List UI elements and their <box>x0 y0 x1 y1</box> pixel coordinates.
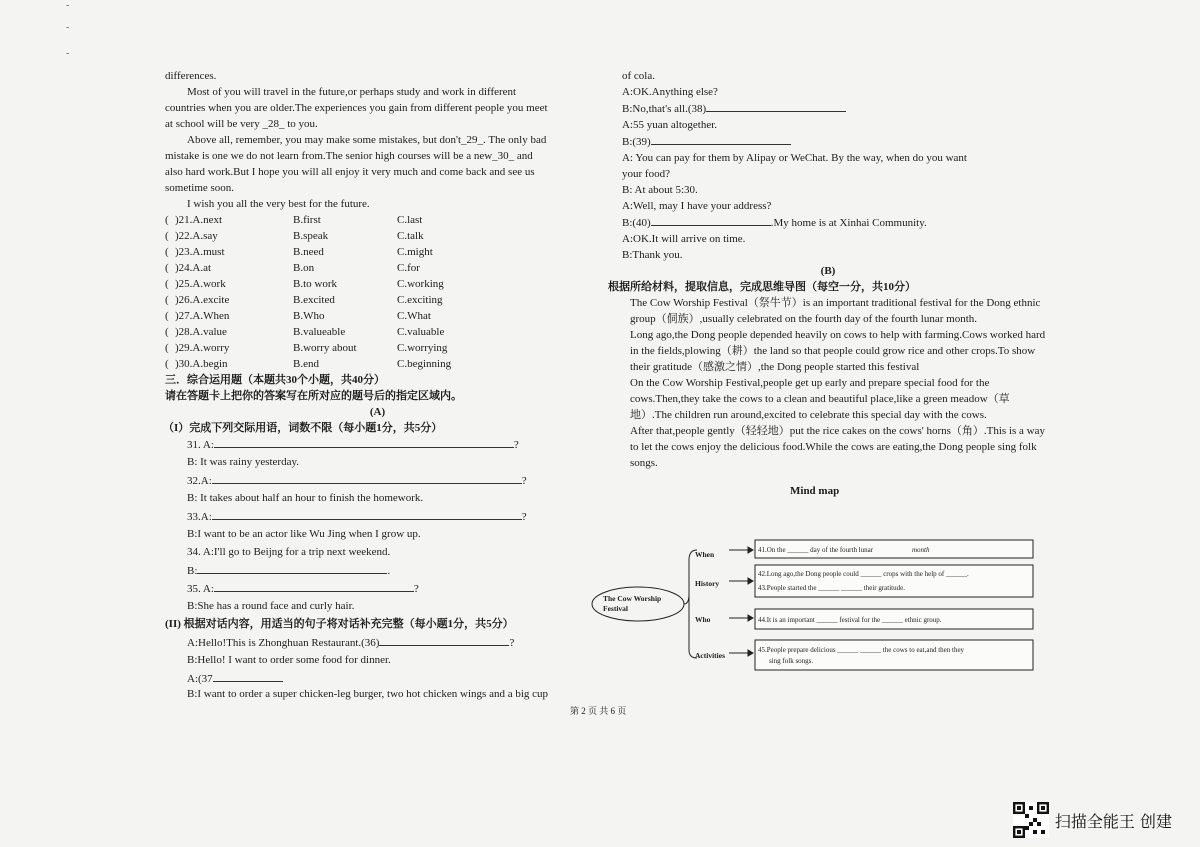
question-label: 32.A: <box>187 475 212 487</box>
text-line: 34. A:I'll go to Beijng for a trip next weekend. <box>187 546 391 558</box>
dialogue-38 <box>608 100 1048 117</box>
left-column <box>165 68 590 702</box>
option-row <box>165 356 590 372</box>
option-a: )21.A.next <box>175 214 223 226</box>
mindmap-box-45[interactable] <box>755 640 1033 670</box>
text-line: Most of you will travel in the future,or perhaps study and work in different <box>187 86 517 98</box>
part-heading: (A) <box>369 406 386 418</box>
option-b: B.Who <box>293 310 325 322</box>
answer-paren[interactable]: ( <box>165 358 169 370</box>
option-c: C.valuable <box>397 326 445 338</box>
part-title: （I）完成下列交际用语，词数不限（每小题1分，共5分） <box>163 422 443 434</box>
answer-blank[interactable] <box>197 562 387 574</box>
answer-blank[interactable] <box>212 472 522 484</box>
text-line: B:Thank you. <box>622 249 683 261</box>
section-instructions: 请在答题卡上把你的答案写在所对应的题号后的指定区域内。 <box>165 390 462 402</box>
margin-mark: - <box>66 0 70 11</box>
mindmap-label-activities: Activities <box>695 651 725 660</box>
text-line: your food? <box>622 168 670 180</box>
part-title: (II) 根据对话内容，用适当的句子将对话补充完整（每小题1分，共5分） <box>165 618 514 630</box>
text-line: B:Hello! I want to order some food for dinner. <box>187 654 391 666</box>
option-c: C.beginning <box>397 358 452 370</box>
paragraph: On the Cow Worship Festival,people get up early and prepare special food for the cows.Then,they take the cows to a clean and beautiful place,like a green meadow（草地）.The children run around,excited to celebrate this special day with the cows. <box>630 377 1010 421</box>
paragraph: The Cow Worship Festival（祭牛节）is an important traditional festival for the Dong ethnic group（侗族）,usually celebrated on the fourth day of the fourth lunar month. <box>630 297 1041 325</box>
part-heading: (B) <box>820 265 836 277</box>
dialogue-36 <box>165 634 590 652</box>
text-line: countries when you are older.The experiences you gain from different people you meet <box>165 102 548 114</box>
answer-blank[interactable] <box>379 634 509 646</box>
option-c: C.talk <box>397 230 424 242</box>
text-line: B: At about 5:30. <box>622 184 698 196</box>
margin-mark: - <box>66 22 70 33</box>
question-31 <box>165 436 590 454</box>
answer-blank[interactable] <box>214 580 414 592</box>
answer-paren[interactable]: ( <box>165 230 169 242</box>
option-b: B.first <box>293 214 321 226</box>
answer-blank[interactable] <box>213 670 283 682</box>
punctuation: ? <box>521 511 527 523</box>
right-column <box>608 68 1048 471</box>
dialogue-line: B:No,that's all.(38) <box>622 103 707 115</box>
answer-paren[interactable]: ( <box>165 310 169 322</box>
question-label: 33.A: <box>187 511 212 523</box>
dialogue-line: A:(37 <box>187 673 213 685</box>
answer-paren[interactable]: ( <box>165 342 169 354</box>
options-list <box>165 212 590 372</box>
option-c: C.last <box>397 214 423 226</box>
mind-map <box>585 530 1045 675</box>
dialogue-line: B:(40) <box>622 217 651 229</box>
option-a: )30.A.begin <box>175 358 228 370</box>
option-a: )29.A.worry <box>175 342 230 354</box>
option-row <box>165 260 590 276</box>
dialogue-line: A:Hello!This is Zhonghuan Restaurant.(36) <box>187 637 380 649</box>
page-number: 第 2 页 共 6 页 <box>570 706 627 716</box>
text-line: A:OK.Anything else? <box>622 86 718 98</box>
paragraph: Long ago,the Dong people depended heavily on cows to help with farming.Cows worked hard in the fields,plowing（耕）the land so that people could grow rice and other crops.To show their gratitude（感激之情）,the Dong people started this festival <box>630 329 1046 373</box>
box-42-text: 42.Long ago,the Dong people could ______ crops with the help of ______. <box>758 570 969 578</box>
text-line: B: It was rainy yesterday. <box>187 456 300 468</box>
qr-code-icon <box>1013 802 1049 838</box>
box-41-text: 41.On the ______ day of the fourth lunar <box>758 546 874 554</box>
option-a: )28.A.value <box>175 326 227 338</box>
option-row <box>165 244 590 260</box>
dialogue-line: B:(39) <box>622 136 651 148</box>
paragraph: After that,people gently（轻轻地）put the rice cakes on the cows' horns（角）.This is a way to let the cows enjoy the delicious food.While the cows are eating,the Dong people sing folk songs. <box>630 425 1045 469</box>
option-b: B.to work <box>293 278 337 290</box>
handwritten-answer: month <box>912 546 930 554</box>
option-b: B.on <box>293 262 315 274</box>
mindmap-center-text: The Cow Worship <box>603 594 662 603</box>
answer-blank[interactable] <box>212 508 522 520</box>
box-43-text: 43.People started the ______ ______ their gratitude. <box>758 584 905 592</box>
mindmap-center-text: Festival <box>603 604 628 613</box>
question-35 <box>165 580 590 598</box>
section-title: 三．综合运用题（本题共30个小题，共40分） <box>165 374 385 386</box>
option-row <box>165 212 590 228</box>
text-line: also hard work.But I hope you will all enjoy it very much and come back and see us <box>165 166 535 178</box>
answer-paren[interactable]: ( <box>165 294 169 306</box>
option-c: C.exciting <box>397 294 443 306</box>
dialogue-line: .My home is at Xinhai Community. <box>770 217 927 229</box>
answer-blank[interactable] <box>651 133 791 145</box>
punctuation: ? <box>521 475 527 487</box>
margin-mark: - <box>66 48 70 59</box>
mindmap-label-who: Who <box>695 615 711 624</box>
answer-blank[interactable] <box>706 100 846 112</box>
punctuation: ? <box>513 439 519 451</box>
text-line: B:She has a round face and curly hair. <box>187 600 355 612</box>
text-line: mistake is one we do not learn from.The senior high courses will be a new_30_ and <box>165 150 533 162</box>
text-line: differences. <box>165 70 217 82</box>
scanner-watermark <box>1013 802 1172 838</box>
text-line: of cola. <box>622 70 655 82</box>
text-line: at school will be very _28_ to you. <box>165 118 318 130</box>
option-row <box>165 340 590 356</box>
question-34 <box>165 562 590 580</box>
answer-paren[interactable]: ( <box>165 262 169 274</box>
box-44-text: 44.It is an important ______ festival for the ______ ethnic group. <box>758 616 942 624</box>
question-label: B: <box>187 565 198 577</box>
option-b: B.worry about <box>293 342 357 354</box>
text-line: A: You can pay for them by Alipay or WeChat. By the way, when do you want <box>622 152 967 164</box>
dialogue-40 <box>608 214 1048 231</box>
mindmap-arrows <box>729 547 753 656</box>
box-45-text: sing folk songs. <box>769 657 814 665</box>
option-row <box>165 292 590 308</box>
option-a: )23.A.must <box>175 246 225 258</box>
option-c: C.for <box>397 262 420 274</box>
option-a: )26.A.excite <box>175 294 230 306</box>
text-line: B:I want to be an actor like Wu Jing when I grow up. <box>187 528 421 540</box>
option-c: C.worrying <box>397 342 448 354</box>
punctuation: . <box>387 565 391 577</box>
answer-blank[interactable] <box>214 436 514 448</box>
option-b: B.need <box>293 246 324 258</box>
text-line: I wish you all the very best for the future. <box>187 198 370 210</box>
watermark-text: 扫描全能王 创建 <box>1054 811 1172 831</box>
question-label: 35. A: <box>187 583 214 595</box>
option-a: )25.A.work <box>175 278 226 290</box>
option-row <box>165 228 590 244</box>
box-45-text: 45.People prepare delicious ______ ______ the cows to eat,and then they <box>758 646 965 654</box>
text-line: B:I want to order a super chicken-leg burger, two hot chicken wings and a big cup <box>187 688 549 700</box>
part-instructions: 根据所给材料，提取信息，完成思维导图（每空一分，共10分） <box>608 281 916 293</box>
text-line: A:55 yuan altogether. <box>622 119 718 131</box>
option-b: B.valueable <box>293 326 346 338</box>
option-b: B.speak <box>293 230 329 242</box>
option-c: C.might <box>397 246 433 258</box>
mindmap-title: Mind map <box>790 485 840 497</box>
mindmap-label-history: History <box>695 579 720 588</box>
option-row <box>165 308 590 324</box>
punctuation: ? <box>509 637 515 649</box>
answer-paren[interactable]: ( <box>165 214 169 226</box>
option-a: )27.A.When <box>175 310 230 322</box>
question-label: 31. A: <box>187 439 214 451</box>
text-line: B: It takes about half an hour to finish the homework. <box>187 492 424 504</box>
option-a: )22.A.say <box>175 230 218 242</box>
answer-paren[interactable]: ( <box>165 326 169 338</box>
text-line: Above all, remember, you may make some mistakes, but don't_29_. The only bad <box>187 134 547 146</box>
text-line: A:OK.It will arrive on time. <box>622 233 746 245</box>
question-32 <box>165 472 590 490</box>
answer-blank[interactable] <box>651 214 771 226</box>
punctuation: ? <box>413 583 419 595</box>
option-b: B.excited <box>293 294 335 306</box>
option-row <box>165 276 590 292</box>
text-line: sometime soon. <box>165 182 235 194</box>
answer-paren[interactable]: ( <box>165 278 169 290</box>
mindmap-brace <box>689 594 697 658</box>
dialogue-37 <box>165 670 590 686</box>
option-a: )24.A.at <box>175 262 212 274</box>
question-33 <box>165 508 590 526</box>
mindmap-label-when: When <box>695 550 715 559</box>
option-b: B.end <box>293 358 319 370</box>
answer-paren[interactable]: ( <box>165 246 169 258</box>
option-c: C.working <box>397 278 444 290</box>
text-line: A:Well, may I have your address? <box>622 200 772 212</box>
option-c: C.What <box>397 310 431 322</box>
dialogue-39 <box>608 133 1048 150</box>
option-row <box>165 324 590 340</box>
